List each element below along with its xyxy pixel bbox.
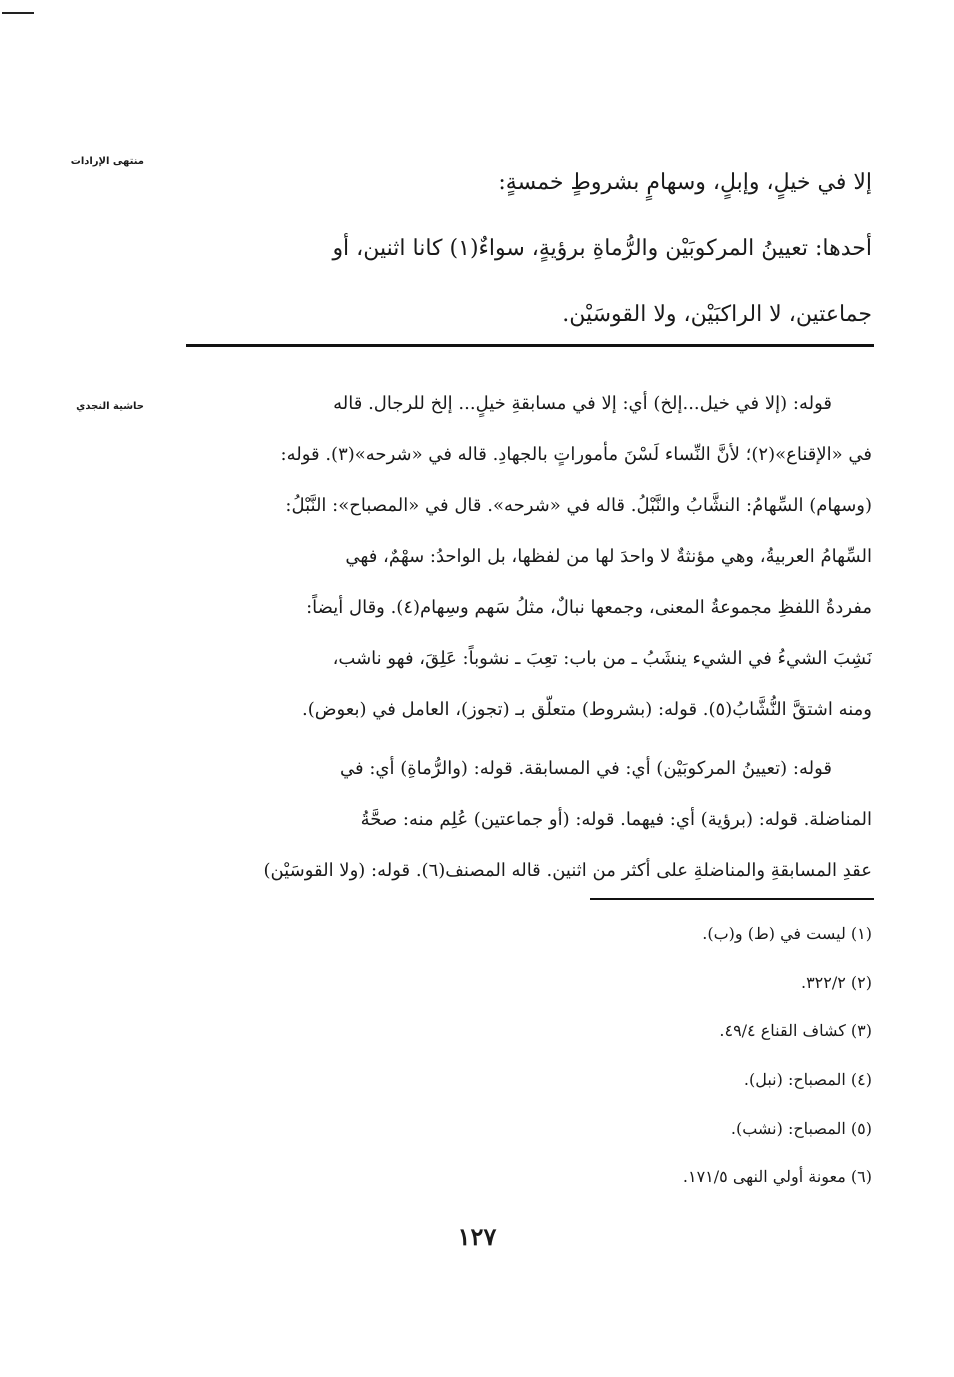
matn-text	[186, 150, 872, 348]
hashiya-line: مفردةُ اللفظِ مجموعةُ المعنى، وجمعها نبالٌ، مثلُ سَهم وسِهام(٤). وقال أيضاً:	[306, 597, 872, 618]
side-label-matn: منتهى الإرادات	[70, 156, 144, 167]
footnotes	[400, 910, 872, 1202]
page-number: ١٢٧	[457, 1222, 497, 1251]
hashiya-line: نَشِبَ الشيءُ في الشيء ينشَبُ ـ من باب: تعِبَ ـ نشوباً: عَلِقَ، فهو ناشب،	[332, 648, 872, 669]
hashiya-line: ومنه اشتقَّ النُّشَّابُ(٥). قوله: (بشروط) متعلّق بـ (تجوز)، العامل في (بعوض).	[301, 699, 872, 720]
footnote: (٢) ٣٢٢/٢.	[800, 972, 872, 992]
hashiya-line: (وسهام) السِّهامُ: النشَّابُ والنَّبْلُ. قاله في «شرحه». قال في «المصباح»: النَّبْلُ:	[285, 495, 872, 516]
corner-mark	[2, 12, 34, 14]
footnote: (٤) المصباح: (نبل).	[743, 1070, 872, 1090]
footnote: (٣) كشاف القناع ٤٩/٤.	[719, 1021, 872, 1041]
side-label-hashiya: حاشية النجدي	[76, 401, 144, 412]
matn-line: إلا في خيلٍ، وإبلٍ، وسهامٍ بشروطٍ خمسةٍ:	[498, 170, 872, 195]
hashiya-line: عقدِ المسابقةِ والمناضلةِ على أكثر من اثنين. قاله المصنف(٦). قوله: (ولا القوسَيْن)	[263, 860, 872, 881]
hashiya-line: في «الإقناع»(٢)؛ لأنَّ النِّساء لَسْنَ مأموراتٍ بالجهادِ. قاله في «شرحه»(٣). قوله:	[280, 444, 872, 465]
hashiya-line: قوله: (تعيينُ المركوبَيْن) أي: في المسابقة. قوله: (والرُّماةِ) أي: في	[340, 758, 832, 779]
footnote-divider	[590, 898, 874, 900]
matn-line: أحدها: تعيينُ المركوبَيْن والرُّماةِ برؤيةٍ، سواءٌ(١) كانا اثنين، أو	[332, 236, 872, 261]
footnote: (٥) المصباح: (نشب).	[730, 1118, 872, 1138]
hashiya-text	[186, 378, 872, 896]
matn-line: جماعتين، لا الراكبَيْن، ولا القوسَيْن.	[562, 302, 872, 327]
footnote: (٦) معونة أولي النهى ١٧١/٥.	[682, 1167, 872, 1187]
hashiya-line: المناضلة. قوله: (برؤية) أي: فيهما. قوله: (أو جماعتين) عُلِم منه: صحَّةُ	[360, 809, 872, 830]
hashiya-line: السِّهامُ العربيةُ، وهي مؤنثةٌ لا واحدَ لها من لفظها، بل الواحدُ: سهْمٌ، فهي	[345, 546, 872, 567]
footnote: (١) ليست في (ط) و(ب).	[702, 924, 872, 943]
hashiya-line: قوله: (إلا في خيل...إلخ) أي: إلا في مسابقةِ خيلٍ... إلخ للرجال. قاله	[333, 393, 832, 414]
matn-divider	[186, 344, 874, 347]
